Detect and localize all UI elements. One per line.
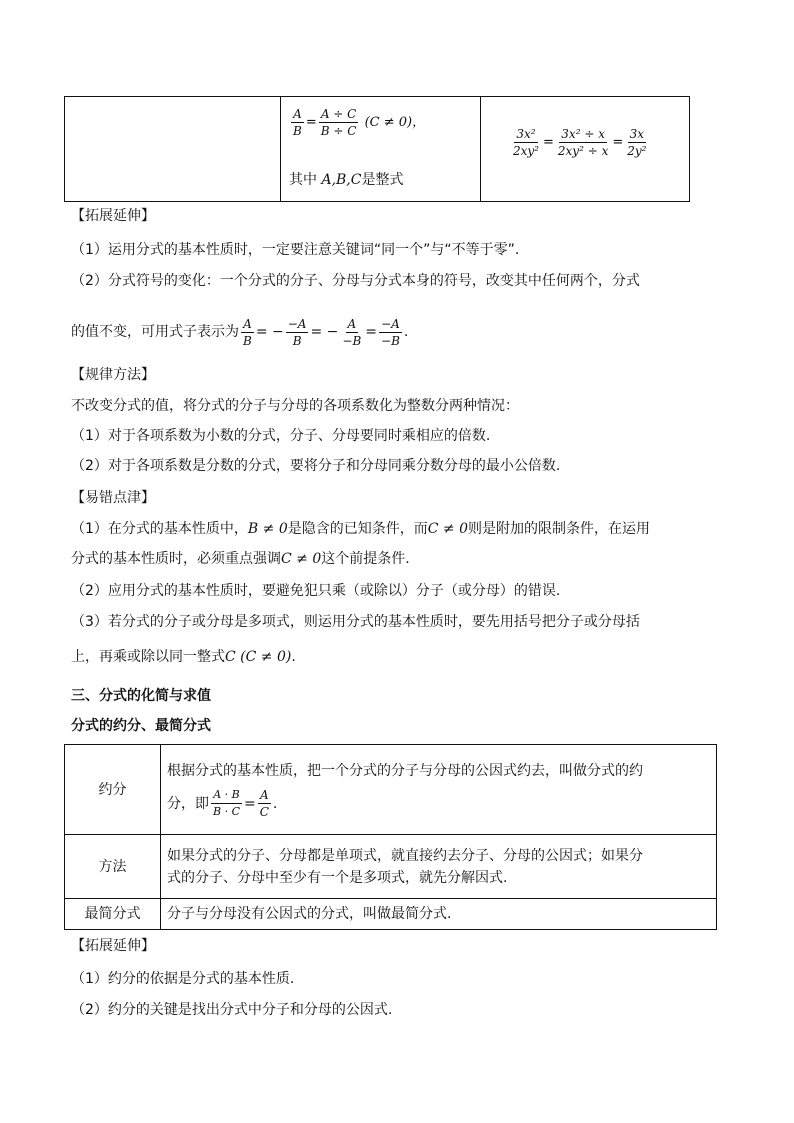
table-row [65,899,717,930]
section3-item-3-cont: 上，再乘或除以同一整式C (C ≠ 0). [71,649,296,665]
section3-item-3: （3）若分式的分子或分母是多项式，则运用分式的基本性质时，要先用括号把分子或分母括 [71,614,640,630]
example-formula: $\frac{\text{3x²}}{\text{2xy²}}$ = $\frac{\text{3x² ÷ x}}{\text{2xy² ÷ x}}$ = $\frac{3x}{\text{2y²}}$ [513,127,647,158]
top-table-divider-2 [480,97,481,201]
section-heading-method: 【规律方法】 [71,367,155,383]
section1-item-2: （2）分式符号的变化：一个分式的分子、分母与分式本身的符号，改变其中任何两个，分式 [71,273,640,289]
section-heading-pitfalls: 【易错点津】 [71,490,155,506]
row-content-method: 如果分式的分子、分母都是单项式，就直接约去分子、分母的公因式；如果分 式的分子、分母中至少有一个是多项式，就先分解因式. [161,835,717,899]
row-content-reduce: 根据分式的基本性质，把一个分式的分子与分母的公因式约去，叫做分式的约 分，即 $\frac{A \cdot B}{B \cdot C}$ = $\frac{A}{C}$ . [161,745,717,835]
section-heading-expand-1: 【拓展延伸】 [71,208,155,224]
section3-item-1-cont: 分式的基本性质时，必须重点强调C ≠ 0这个前提条件. [71,551,410,567]
row-label-simplest: 最简分式 [65,899,161,930]
section2-item-2: （1）对于各项系数为小数的分式，分子、分母要同时乘相应的倍数. [71,428,491,444]
section-title-three: 三、分式的化简与求值 [71,688,211,704]
section2-item-1: 不改变分式的值，将分式的分子与分母的各项系数化为整数分两种情况： [71,398,519,414]
row-label-method: 方法 [65,835,161,899]
section3-item-1: （1）在分式的基本性质中，B ≠ 0是隐含的已知条件，而C ≠ 0则是附加的限制条件，在运用 [71,521,650,537]
section3-item-2: （2）应用分式的基本性质时，要避免犯只乘（或除以）分子（或分母）的错误. [71,583,561,599]
section1-item-3: 的值不变，可用式子表示为 $\frac{A}{B}$ = − $\frac{-A}{B}$ = − $\frac{A}{-B}$ = $\frac{-A}{-B}$ . [71,316,409,348]
table-row [65,835,717,899]
row-label-reduce: 约分 [65,745,161,835]
subsection-title: 分式的约分、最简分式 [71,718,211,734]
definition-table [64,744,717,930]
table-row [65,745,717,835]
section-heading-expand-2: 【拓展延伸】 [71,938,155,954]
section2-item-3: （2）对于各项系数是分数的分式，要将分子和分母同乘分数分母的最小公倍数. [71,458,561,474]
formula-condition: (C ≠ 0)， [364,115,426,130]
row-content-simplest: 分子与分母没有公因式的分式，叫做最简分式. [161,899,717,930]
top-table [64,96,690,202]
section4-item-2: （2）约分的关键是找出分式中分子和分母的公因式. [71,1002,393,1018]
top-table-divider-1 [280,97,281,201]
formula-rule: $\frac{A}{B}$ = $\frac{A \div C}{B \div C}$ (C ≠ 0)， [293,107,426,138]
section4-item-1: （1）约分的依据是分式的基本性质. [71,971,295,987]
formula-where: 其中 A,B,C是整式 [289,172,404,188]
section1-item-1: （1）运用分式的基本性质时，一定要注意关键词“同一个”与“不等于零”. [71,242,520,258]
